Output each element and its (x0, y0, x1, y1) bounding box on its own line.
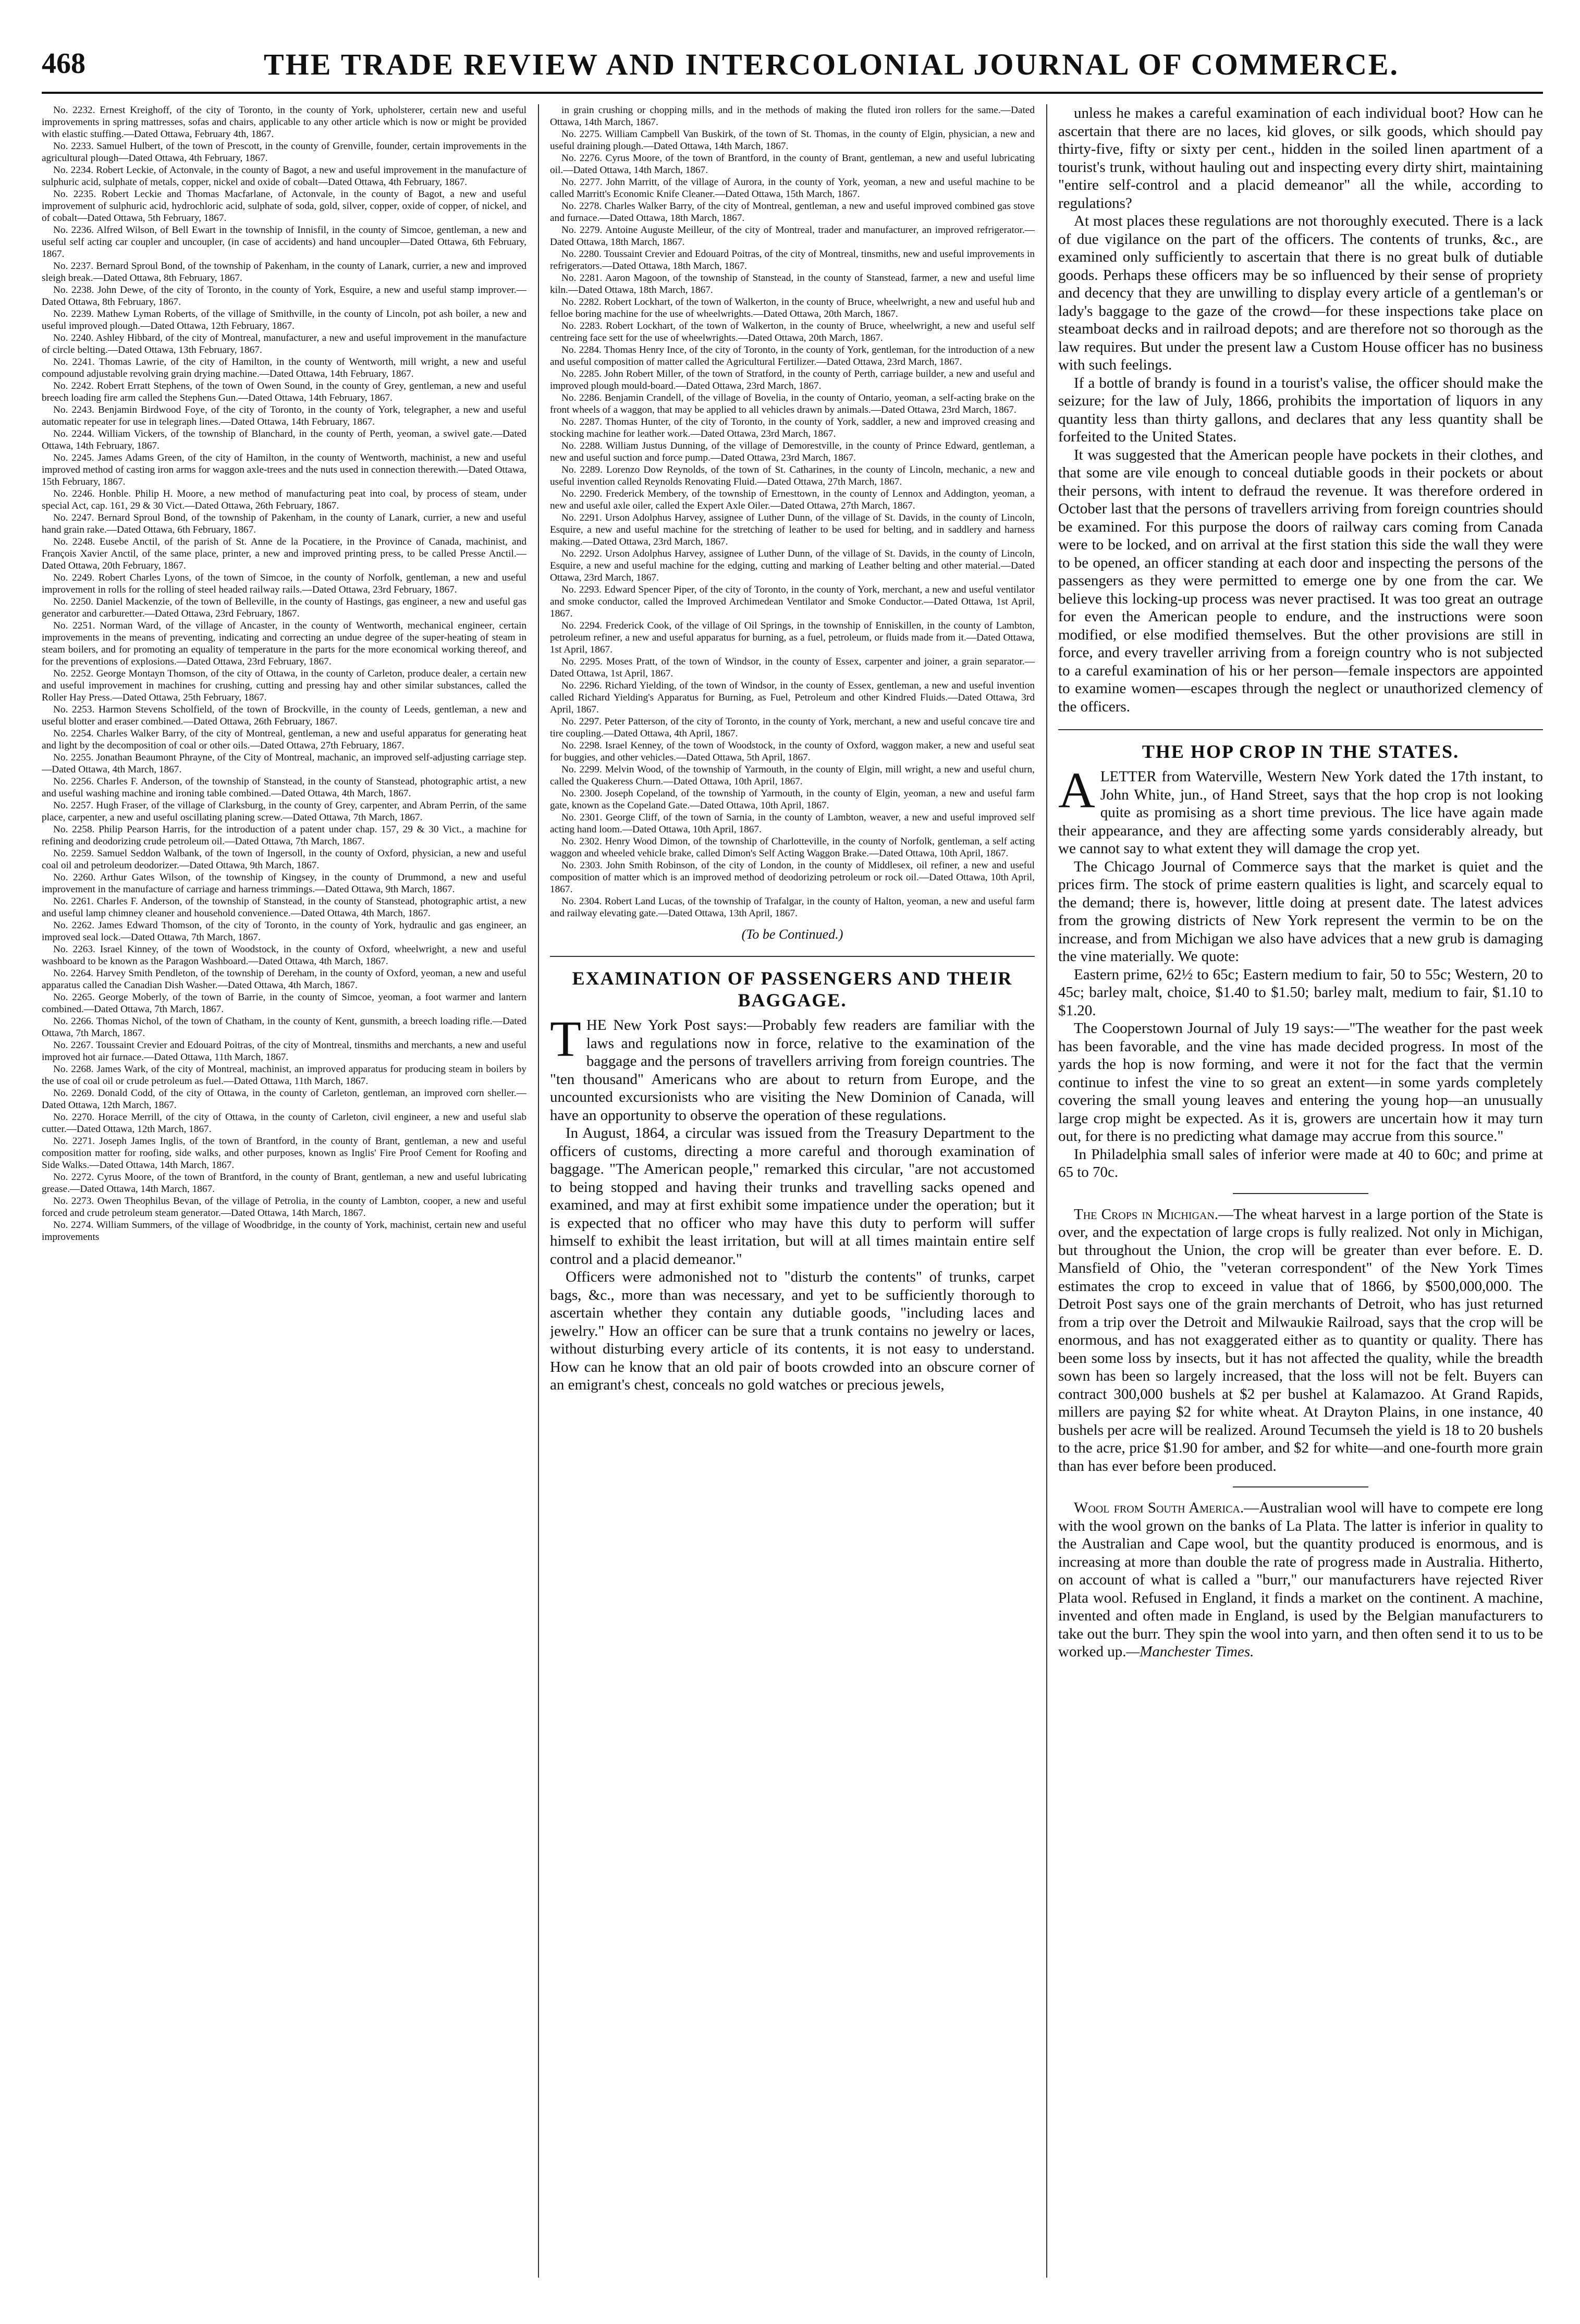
patent-entry: No. 2239. Mathew Lyman Roberts, of the village of Smithville, in the county of Lincoln, pot ash boiler, a new and useful improved plough.—Dated Ottawa, 12th February, 1867. (42, 309, 526, 331)
article-paragraph: In Philadelphia small sales of inferior were made at 40 to 60c; and prime at 65 to 70c. (1058, 1146, 1543, 1181)
patent-entry: No. 2297. Peter Patterson, of the city of Toronto, in the county of York, merchant, a new and useful concave tire and tire coupling.—Dated Ottawa, 4th April, 1867. (550, 716, 1035, 739)
drop-cap: T (550, 1011, 581, 1067)
article-paragraph: It was suggested that the American people have pockets in their clothes, and that some are vile enough to conceal dutiable goods in their pockets or about their persons, with intent to defraud the revenue. It was therefore ordered in October last that the persons of travellers arriving from foreign countries should be examined. For this purpose the doors of railway cars coming from Canada were to be locked, and on arrival at the first station this side the wall they were to be opened, an officer standing at each door and inspecting the persons of the passengers as they were permitted to emerge one by one from the car. We believe this locking-up process was never practised. It was too great an outrage for even the American people to endure, and the instructions were soon modified, or else modified themselves. But the other provisions are still in force, and every traveller arriving from a foreign country who is not subjected to a careful examination of his or her person—female inspectors are appointed to examine women—escapes through the neglect or unauthorized clemency of the officers. (1058, 446, 1543, 715)
short-separator (1233, 1193, 1368, 1194)
patent-entry: No. 2268. James Wark, of the city of Montreal, machinist, an improved apparatus for producing steam in boilers by the use of coal oil or crude petroleum as fuel.—Dated Ottawa, 11th March, 1867. (42, 1064, 526, 1087)
patent-entry: No. 2254. Charles Walker Barry, of the city of Montreal, gentleman, a new and useful apparatus for generating heat and light by the decomposition of coal or other oils.—Dated Ottawa, 27th February, 1867. (42, 728, 526, 751)
article-paragraph: The Cooperstown Journal of July 19 says:—"The weather for the past week has been favorable, and the vine has made decided progress. In most of the yards the hop is now forming, and were it not for the fact that the vermin continue to infest the vine to so great an extent—in some yards completely covering the small young leaves and entering the young hop—an unusually large crop might be expected. As it is, growers are uncertain how it may turn out, for there is no predicting what damage may accrue from this source." (1058, 1020, 1543, 1145)
patent-entry: No. 2275. William Campbell Van Buskirk, of the town of St. Thomas, in the county of Elgin, physician, a new and useful draining plough.—Dated Ottawa, 14th March, 1867. (550, 129, 1035, 152)
patent-entry: No. 2300. Joseph Copeland, of the township of Yarmouth, in the county of Elgin, yeoman, a new and useful farm gate, known as the Copeland Gate.—Dated Ottawa, 10th April, 1867. (550, 788, 1035, 811)
patent-entry: No. 2272. Cyrus Moore, of the town of Brantford, in the county of Brant, gentleman, a new and useful lubricating grease.—Dated Ottawa, 14th March, 1867. (42, 1172, 526, 1195)
patent-entry: No. 2264. Harvey Smith Pendleton, of the township of Dereham, in the county of Oxford, yeoman, a new and useful apparatus called the Canadian Dish Washer.—Dated Ottawa, 4th March, 1867. (42, 968, 526, 991)
column-2 (550, 104, 1035, 2278)
patent-entry: No. 2251. Norman Ward, of the village of Ancaster, in the county of Wentworth, mechanical engineer, certain improvements in the means of preventing, indicating and correcting an undue degree of the super-heating of steam in steam boilers, and for promoting an equality of temperature in the parts for the more economical working thereof, and for the preventions of explosions.—Dated Ottawa, 23rd February, 1867. (42, 620, 526, 667)
wool-south-america (1058, 1499, 1543, 1661)
patent-entry: No. 2296. Richard Yielding, of the town of Windsor, in the county of Essex, gentleman, a new and useful invention called Richard Yielding's Apparatus for Burning, as Fuel, Petroleum and other Kindred Fluids.—Dated Ottawa, 3rd April, 1867. (550, 680, 1035, 715)
patent-entry: No. 2232. Ernest Kreighoff, of the city of Toronto, in the county of York, upholsterer, certain new and useful improvements in spring mattresses, sofas and chairs, applicable to any other article which is now or might be provided with elastic stuffing.—Dated Ottawa, February 4th, 1867. (42, 105, 526, 140)
patent-entry: No. 2277. John Marritt, of the village of Aurora, in the county of York, yeoman, a new and useful machine to be called Marritt's Economic Knife Cleaner.—Dated Ottawa, 15th March, 1867. (550, 177, 1035, 200)
patent-entry: No. 2269. Donald Codd, of the city of Ottawa, in the county of Carleton, gentleman, an improved corn sheller.—Dated Ottawa, 12th March, 1867. (42, 1088, 526, 1111)
patent-entry: No. 2274. William Summers, of the village of Woodbridge, in the county of York, machinist, certain new and useful improvements (42, 1220, 526, 1243)
patent-entry: No. 2292. Urson Adolphus Harvey, assignee of Luther Dunn, of the village of St. Davids, in the county of Lincoln, Esquire, a new and useful machine for the edging, cutting and marking of Leather belting and other material.—Dated Ottawa, 23rd March, 1867. (550, 548, 1035, 583)
patent-entry: No. 2299. Melvin Wood, of the township of Yarmouth, in the county of Elgin, mill wright, a new and useful churn, called the Quakeress Churn.—Dated Ottawa, 10th April, 1867. (550, 764, 1035, 787)
article-paragraph: If a bottle of brandy is found in a tourist's valise, the officer should make the seizure; for the law of July, 1866, prohibits the importation of liquors in any quantity less than thirty gallons, and declares that any less quantity shall be forfeited to the United States. (1058, 374, 1543, 445)
patent-entry: No. 2302. Henry Wood Dimon, of the township of Charlotteville, in the county of Norfolk, gentleman, a self acting waggon and wheeled vehicle brake, called Dimon's Self Acting Waggon Brake.—Dated Ottawa, 10th April, 1867. (550, 836, 1035, 859)
patent-entry: No. 2271. Joseph James Inglis, of the town of Brantford, in the county of Brant, gentleman, a new and useful composition matter for roofing, side walks, and other purposes, known as Inglis' Fire Proof Cement for Roofing and Side Walks.—Dated Ottawa, 14th March, 1867. (42, 1136, 526, 1171)
patent-entry: No. 2295. Moses Pratt, of the town of Windsor, in the county of Essex, carpenter and joiner, a grain separator.—Dated Ottawa, 1st April, 1867. (550, 656, 1035, 679)
patent-entry: No. 2303. John Smith Robinson, of the city of London, in the county of Middlesex, oil refiner, a new and useful composition of matter which is an improved method of deodorizing petroleum or rock oil.—Dated Ottawa, 10th April, 1867. (550, 860, 1035, 895)
patent-entry: No. 2255. Jonathan Beaumont Phrayne, of the City of Montreal, machanic, an improved self-adjusting carriage step.—Dated Ottawa, 4th March, 1867. (42, 752, 526, 775)
patent-entry: No. 2260. Arthur Gates Wilson, of the township of Kingsey, in the county of Drummond, a new and useful improvement in the manufacture of carriage and harness trimmings.—Dated Ottawa, 9th March, 1867. (42, 872, 526, 895)
article-paragraph: Eastern prime, 62½ to 65c; Eastern medium to fair, 50 to 55c; Western, 20 to 45c; barley malt, choice, $1.40 to $1.50; barley malt, medium to fair, $1.10 to $1.20. (1058, 966, 1543, 1019)
patent-entry: No. 2253. Harmon Stevens Scholfield, of the town of Brockville, in the county of Leeds, gentleman, a new and useful blotter and eraser combined.—Dated Ottawa, 26th February, 1867. (42, 704, 526, 727)
article-paragraph: The Chicago Journal of Commerce says that the market is quiet and the prices firm. The stock of prime eastern qualities is light, and scarcely equal to the demand; there is, however, little doing at present date. The latest advices from the growing districts of New York represent the vermin to be on the increase, and from Michigan we also have advices that a new grub is damaging the vine materially. We quote: (1058, 858, 1543, 965)
article-paragraph: At most places these regulations are not thoroughly executed. There is a lack of due vigilance on the part of the officers. The contents of trunks, &c., are examined only sufficiently to ascertain that there is no great bulk of dutiable goods. Perhaps these officers may be so influenced by their sense of propriety and decency that they are unwilling to display every article of a gentleman's or lady's baggage to the gaze of the crowd—for these inspections take place on steamboat decks and in railroad depots; and are therefore not so thorough as the law requires. But under the present law a Custom House officer has no business with such feelings. (1058, 213, 1543, 373)
column-1 (42, 104, 526, 2278)
patent-entry: No. 2238. John Dewe, of the city of Toronto, in the county of York, Esquire, a new and useful stamp improver.—Dated Ottawa, 8th February, 1867. (42, 285, 526, 308)
header-rule (42, 92, 1543, 94)
page-number: 468 (42, 47, 85, 80)
column-3 (1058, 104, 1543, 2278)
patent-entry: No. 2258. Philip Pearson Harris, for the introduction of a patent under chap. 157, 29 & 30 Vict., a machine for refining and deodorizing crude petroleum oil.—Dated Ottawa, 7th March, 1867. (42, 824, 526, 847)
patent-entry: No. 2243. Benjamin Birdwood Foye, of the city of Toronto, in the county of York, telegrapher, a new and useful automatic repeater for use in telegraph lines.—Dated Ottawa, 14th February, 1867. (42, 404, 526, 427)
wool-source: —Manchester Times. (1126, 1643, 1254, 1660)
article-separator (550, 956, 1035, 957)
patent-entry: No. 2283. Robert Lockhart, of the town of Walkerton, in the county of Bruce, wheelwright, a new and useful self centreing face sett for the use of wheelwrights.—Dated Ottawa, 20th March, 1867. (550, 321, 1035, 343)
patent-entry: No. 2237. Bernard Sproul Bond, of the township of Pakenham, in the county of Lanark, currier, a new and improved sleigh break.—Dated Ottawa, 8th February, 1867. (42, 261, 526, 284)
crops-title: The Crops in Michigan. (1074, 1206, 1219, 1223)
article-paragraph: In August, 1864, a circular was issued from the Treasury Department to the officers of customs, directing a more careful and thorough examination of baggage. "The American people," remarked this circular, "are not accustomed to being stopped and having their trunks and travelling sacks opened and examined, and may at first exhibit some impatience under the operation; but it is expected that no officer who may have this duty to perform will suffer himself to exhibit the least irritation, but will at all times maintain entire self control and a placid demeanor." (550, 1125, 1035, 1268)
patent-entry: No. 2288. William Justus Dunning, of the village of Demorestville, in the county of Prince Edward, gentleman, a new and useful suction and force pump.—Dated Ottawa, 23rd March, 1867. (550, 440, 1035, 463)
patent-entry: No. 2240. Ashley Hibbard, of the city of Montreal, manufacturer, a new and useful improvement in the manufacture of circle belting.—Dated Ottawa, 13th February, 1867. (42, 333, 526, 355)
patent-entry: No. 2233. Samuel Hulbert, of the town of Prescott, in the county of Grenville, founder, certain improvements in the agricultural plough—Dated Ottawa, 4th February, 1867. (42, 141, 526, 164)
patent-entry: No. 2301. George Cliff, of the town of Sarnia, in the county of Lambton, weaver, a new and useful improved self acting hand loom.—Dated Ottawa, 10th April, 1867. (550, 812, 1035, 835)
article-paragraph: unless he makes a careful examination of each individual boot? How can he ascertain that there are no laces, kid gloves, or silk goods, which should pay thirty-five, fifty or sixty per cent., hidden in the soiled linen apartment of a tourist's trunk, without hauling out and inspecting every dirty shirt, maintaining "entire self-control and a placid demeanor" all the while, according to regulations? (1058, 105, 1543, 212)
patent-entry: No. 2273. Owen Theophilus Bevan, of the village of Petrolia, in the county of Lambton, cooper, a new and useful forced and crude petroleum steam generator.—Dated Ottawa, 14th March, 1867. (42, 1196, 526, 1219)
running-title: THE TRADE REVIEW AND INTERCOLONIAL JOURNAL OF COMMERCE. (263, 47, 1400, 81)
patent-entry: No. 2270. Horace Merrill, of the city of Ottawa, in the county of Carleton, civil engineer, a new and useful slab cutter.—Dated Ottawa, 12th March, 1867. (42, 1112, 526, 1135)
patent-entry: No. 2244. William Vickers, of the township of Blanchard, in the county of Perth, yeoman, a swivel gate.—Dated Ottawa, 14th February, 1867. (42, 428, 526, 451)
crops-in-michigan (1058, 1206, 1543, 1475)
patent-entry: No. 2285. John Robert Miller, of the town of Stratford, in the county of Perth, carriage builder, a new and useful and improved plough mould-board.—Dated Ottawa, 23rd March, 1867. (550, 368, 1035, 391)
patent-entry: No. 2276. Cyrus Moore, of the town of Brantford, in the county of Brant, gentleman, a new and useful lubricating oil.—Dated Ottawa, 14th March, 1867. (550, 153, 1035, 176)
patent-entry: No. 2294. Frederick Cook, of the village of Oil Springs, in the township of Enniskillen, in the county of Lambton, petroleum refiner, a new and useful apparatus for burning, as a fuel, petroleum, or fluids made from it.—Dated Ottawa, 1st April, 1867. (550, 620, 1035, 655)
patent-entry: No. 2247. Bernard Sproul Bond, of the township of Pakenham, in the county of Lanark, currier, a new and useful hand grain rake.—Dated Ottawa, 6th February, 1867. (42, 512, 526, 535)
article-title-hop-crop: THE HOP CROP IN THE STATES. (1142, 741, 1460, 762)
crops-text: —The wheat harvest in a large portion of the State is over, and the expectation of large crops is fully realized. Not only in Michigan, but throughout the Union, the crop will be greater than ever before. E. D. Mansfield of Ohio, the "veteran correspondent" of the New York Times estimates the crop to exceed in value that of 1866, by $500,000,000. The Detroit Post says one of the grain merchants of Detroit, who has just returned from a trip over the Detroit and Milwaukie Railroad, says that the crop will be enormous, and has not exaggerated either as to quantity or quality. There has been some loss by insects, but it has not affected the quality, while the breadth sown has been so largely increased, that the loss will not be felt. Buyers can contract 300,000 bushels at $2 per bushel at Kalamazoo. At Grand Rapids, millers are paying $2 for white wheat. At Drayton Plains, in one instance, 40 bushels per acre will be realized. Around Tecumseh the yield is 18 to 20 bushels to the acre, price $1.90 for amber, and $2 for white—and one-fourth more grain than has ever before been produced. (1058, 1206, 1543, 1474)
patent-list-continued (550, 104, 1035, 919)
column-divider (1046, 104, 1047, 2278)
article-examination-continued (1058, 104, 1543, 716)
patent-entry: No. 2290. Frederick Membery, of the township of Ernesttown, in the county of Lennox and Addington, yeoman, a new and useful axle oiler, called the Expert Axle Oiler.—Dated Ottawa, 27th March, 1867. (550, 488, 1035, 511)
patent-entry: No. 2235. Robert Leckie and Thomas Macfarlane, of Actonvale, in the county of Bagot, a new and useful improvement of sulphuric acid, hydrochloric acid, sulphate of soda, gold, silver, copper, oxide of copper, of nickel, and of cobalt—Dated Ottawa, 5th February, 1867. (42, 189, 526, 224)
patent-entry: No. 2234. Robert Leckie, of Actonvale, in the county of Bagot, a new and useful improvement in the manufacture of sulphuric acid, sulphate of metals, copper, nickel and oxide of cobalt—Dated Ottawa, 4th February, 1867. (42, 165, 526, 188)
patent-entry: No. 2291. Urson Adolphus Harvey, assignee of Luther Dunn, of the village of St. Davids, in the county of Lincoln, Esquire, a new and useful machine for the stretching of leather to be used for belting, and in saddlery and harness making.—Dated Ottawa, 23rd March, 1867. (550, 512, 1035, 547)
drop-cap: A (1058, 763, 1095, 819)
patent-entry: No. 2286. Benjamin Crandell, of the village of Bovelia, in the county of Ontario, yeoman, a self-acting brake on the front wheels of a waggon, that may be applied to all vehicles drawn by animals.—Dated Ottawa, 23rd March, 1867. (550, 392, 1035, 415)
to-be-continued: (To be Continued.) (741, 927, 843, 942)
wool-title: Wool from South America. (1074, 1499, 1244, 1516)
patent-entry: No. 2279. Antoine Auguste Meilleur, of the city of Montreal, trader and manufacturer, an improved refrigerator.—Dated Ottawa, 18th March, 1867. (550, 225, 1035, 248)
patent-entry: No. 2289. Lorenzo Dow Reynolds, of the town of St. Catharines, in the county of Lincoln, mechanic, a new and useful invention called Reynolds Renovating Fluid.—Dated Ottawa, 27th March, 1867. (550, 464, 1035, 487)
article-paragraph-text: LETTER from Waterville, Western New York dated the 17th instant, to John White, jun., of Hand Street, says that the hop crop is not looking quite as promising as a short time previous. The lice have again made their appearance, and they are affecting some yards considerably already, but we cannot say to what extent they will damage the crop yet. (1058, 768, 1543, 857)
article-title-examination: EXAMINATION OF PASSENGERS AND THEIR BAGGAGE. (572, 968, 1013, 1011)
patent-entry: No. 2246. Honble. Philip H. Moore, a new method of manufacturing peat into coal, by process of steam, under special Act, cap. 161, 29 & 30 Vict.—Dated Ottawa, 26th February, 1867. (42, 488, 526, 511)
patent-entry: No. 2241. Thomas Lawrie, of the city of Hamilton, in the county of Wentworth, mill wright, a new and useful compound adjustable revolving grain drying machine.—Dated Ottawa, 14th February, 1867. (42, 356, 526, 379)
patent-entry: No. 2267. Toussaint Crevier and Edouard Poitras, of the city of Montreal, tinsmiths and merchants, a new and useful improved hot air furnace.—Dated Ottawa, 11th March, 1867. (42, 1040, 526, 1063)
wool-text: —Australian wool will have to compete ere long with the wool grown on the banks of La Plata. The latter is inferior in quality to the Australian and Cape wool, but the quantity produced is enormous, and is increasing at more than double the rate of progress made in Australia. Hitherto, on account of what is called a "burr," our manufacturers have rejected River Plata wool. Refused in England, it finds a market on the continent. A machine, invented and often made in England, is used by the Belgian manufacturers to take out the burr. They spin the wool into yarn, and then often send it to us to be worked up. (1058, 1499, 1543, 1660)
page-header (42, 47, 1543, 89)
article-paragraph-text: HE New York Post says:—Probably few readers are familiar with the laws and regulations now in force, relative to the examination of the baggage and the persons of travellers arriving from foreign countries. The "ten thousand" Americans who are about to return from Europe, and the uncounted excursionists who are visiting the New Dominion of Canada, will have an opportunity to observe the operation of these regulations. (550, 1017, 1035, 1124)
patent-entry: No. 2261. Charles F. Anderson, of the township of Stanstead, in the county of Stanstead, photographic artist, a new and useful lamp chimney cleaner and household convenience.—Dated Ottawa, 4th March, 1867. (42, 896, 526, 919)
patent-entry: No. 2249. Robert Charles Lyons, of the town of Simcoe, in the county of Norfolk, gentleman, a new and useful improvement in rolls for the rolling of steel headed railway rails.—Dated Ottawa, 23rd February, 1867. (42, 572, 526, 595)
patent-entry: No. 2250. Daniel Mackenzie, of the town of Belleville, in the county of Hastings, gas engineer, a new and useful gas generator and carburetter.—Dated Ottawa, 23rd February, 1867. (42, 596, 526, 619)
patent-entry: No. 2287. Thomas Hunter, of the city of Toronto, in the county of York, saddler, a new and improved creasing and stocking machine for leather work.—Dated Ottawa, 23rd March, 1867. (550, 416, 1035, 439)
article-paragraph (550, 1011, 1035, 1124)
patent-entry: No. 2262. James Edward Thomson, of the city of Toronto, in the county of York, hydraulic and gas engineer, an improved seal lock.—Dated Ottawa, 7th March, 1867. (42, 920, 526, 943)
patent-entry: No. 2298. Israel Kenney, of the town of Woodstock, in the county of Oxford, waggon maker, a new and useful seat for buggies, and other vehicles.—Dated Ottawa, 5th April, 1867. (550, 740, 1035, 763)
patent-entry: No. 2263. Israel Kinney, of the town of Woodstock, in the county of Oxford, wheelwright, a new and useful washboard to be known as the Paragon Washboard.—Dated Ottawa, 4th March, 1867. (42, 944, 526, 967)
newspaper-page (42, 47, 1543, 2288)
patent-entry: No. 2266. Thomas Nichol, of the town of Chatham, in the county of Kent, gunsmith, a breech loading rifle.—Dated Ottawa, 7th March, 1867. (42, 1016, 526, 1039)
patent-entry: No. 2281. Aaron Magoon, of the township of Stanstead, in the county of Stanstead, farmer, a new and useful lime kiln.—Dated Ottawa, 18th March, 1867. (550, 273, 1035, 296)
patent-entry: No. 2259. Samuel Seddon Walbank, of the town of Ingersoll, in the county of Oxford, physician, a new and useful coal oil and petroleum deodorizer.—Dated Ottawa, 9th March, 1867. (42, 848, 526, 871)
patent-entry: No. 2245. James Adams Green, of the city of Hamilton, in the county of Wentworth, machinist, a new and useful improved method of casting iron arms for waggon axle-trees and the nuts used in connection therewith.—Dated Ottawa, 15th February, 1867. (42, 452, 526, 487)
column-divider (538, 104, 539, 2278)
article-hop-crop-body (1058, 763, 1543, 1182)
article-paragraph (1058, 763, 1543, 858)
patent-entry: No. 2284. Thomas Henry Ince, of the city of Toronto, in the county of York, gentleman, for the introduction of a new and useful composition of matter called the Agricultural Fertilizer.—Dated Ottawa, 23rd March, 1867. (550, 345, 1035, 367)
patent-entry: No. 2280. Toussaint Crevier and Edouard Poitras, of the city of Montreal, tinsmiths, new and useful improvements in refrigerators.—Dated Ottawa, 18th March, 1867. (550, 249, 1035, 272)
patent-entry: No. 2278. Charles Walker Barry, of the city of Montreal, gentleman, a new and useful improved combined gas stove and furnace.—Dated Ottawa, 18th March, 1867. (550, 201, 1035, 224)
patent-entry: in grain crushing or chopping mills, and in the methods of making the fluted iron rollers for the same.—Dated Ottawa, 14th March, 1867. (550, 105, 1035, 128)
patent-entry: No. 2256. Charles F. Anderson, of the township of Stanstead, in the county of Stanstead, photographic artist, a new and useful washing machine and ironing table combined.—Dated Ottawa, 4th March, 1867. (42, 776, 526, 799)
patent-entry: No. 2265. George Moberly, of the town of Barrie, in the county of Simcoe, yeoman, a foot warmer and lantern combined.—Dated Ottawa, 7th March, 1867. (42, 992, 526, 1015)
article-paragraph: Officers were admonished not to "disturb the contents" of trunks, carpet bags, &c., more than was necessary, and yet to be sufficiently thorough to ascertain whether they contain any dutiable goods, "including laces and jewelry." How an officer can be sure that a trunk contains no jewelry or laces, without disturbing every article of its contents, it is not easy to understand. How can he know that an old pair of boots crowded into an obscure corner of an emigrant's chest, conceals no gold watches or precious jewels, (550, 1269, 1035, 1393)
patent-entry: No. 2293. Edward Spencer Piper, of the city of Toronto, in the county of York, merchant, a new and useful ventilator and smoke conductor, called the Improved Archimedean Ventilator and Smoke Conductor.—Dated Ottawa, 1st April, 1867. (550, 584, 1035, 619)
patent-entry: No. 2248. Eusebe Anctil, of the parish of St. Anne de la Pocatiere, in the Province of Canada, machinist, and François Xavier Anctil, of the same place, printer, a new and improved printing press, to be called Presse Anctil.—Dated Ottawa, 20th February, 1867. (42, 536, 526, 571)
article-separator (1058, 729, 1543, 730)
patent-entry: No. 2304. Robert Land Lucas, of the township of Trafalgar, in the county of Halton, yeoman, a new and useful farm and railway elevating gate.—Dated Ottawa, 13th April, 1867. (550, 896, 1035, 919)
article-examination-body (550, 1011, 1035, 1394)
patent-entry: No. 2252. George Montayn Thomson, of the city of Ottawa, in the county of Carleton, produce dealer, a certain new and useful improvement in machines for crushing, cutting and pressing hay and other similar substances, called the Roller Hay Press.—Dated Ottawa, 25th February, 1867. (42, 668, 526, 703)
patent-entry: No. 2236. Alfred Wilson, of Bell Ewart in the township of Innisfil, in the county of Simcoe, gentleman, a new and useful self acting car coupler and uncoupler, (in case of accidents) and hand uncoupler—Dated Ottawa, 6th February, 1867. (42, 225, 526, 260)
patent-entry: No. 2257. Hugh Fraser, of the village of Clarksburg, in the county of Grey, carpenter, and Abram Perrin, of the same place, carpenter, a new and useful oscillating planing screw.—Dated Ottawa, 7th March, 1867. (42, 800, 526, 823)
patent-entry: No. 2242. Robert Erratt Stephens, of the town of Owen Sound, in the county of Grey, gentleman, a new and useful breech loading fire arm called the Stephens Gun.—Dated Ottawa, 14th February, 1867. (42, 380, 526, 403)
patent-entry: No. 2282. Robert Lockhart, of the town of Walkerton, in the county of Bruce, wheelwright, a new and useful hub and felloe boring machine for the use of wheelwrights.—Dated Ottawa, 20th March, 1867. (550, 297, 1035, 319)
short-separator (1233, 1486, 1368, 1487)
